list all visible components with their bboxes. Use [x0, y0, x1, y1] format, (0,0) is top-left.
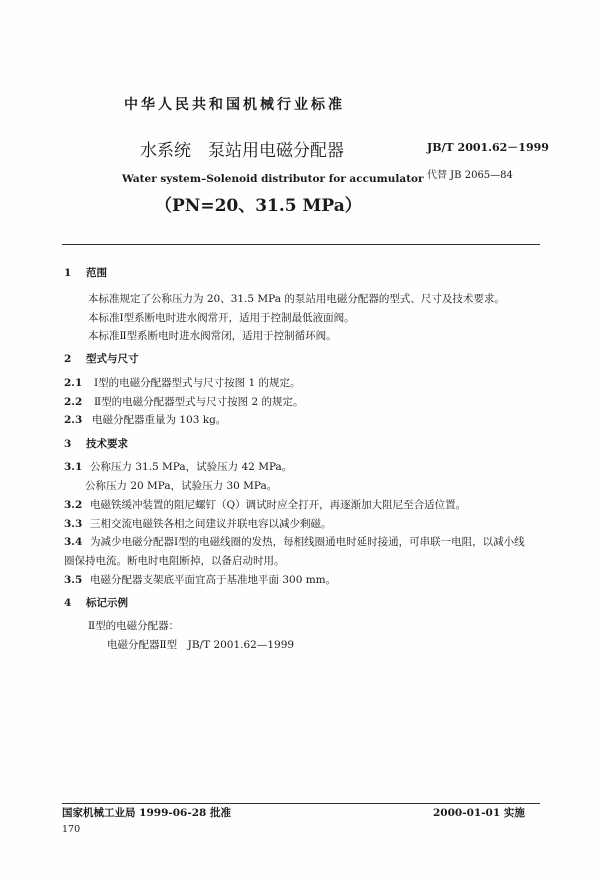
- clause-text: 三相交流电磁铁各相之间建议并联电容以减少剩磁。: [90, 518, 332, 530]
- clause-text: 公称压力 31.5 MPa，试验压力 42 MPa。: [90, 461, 293, 473]
- title-cn: 水系统 泵站用电磁分配器: [140, 141, 344, 161]
- paragraph: 本标准Ⅰ型系断电时进水阀常开，适用于控制最低液面阀。: [88, 312, 355, 324]
- header-rule: [62, 244, 540, 245]
- section-title: 型式与尺寸: [86, 353, 139, 365]
- pressure-rating: （PN=20、31.5 MPa）: [155, 196, 362, 216]
- page-number: 170: [62, 824, 81, 835]
- clause-num: 3.5: [64, 574, 83, 586]
- clause-text: 圈保持电流。断电时电阻断掉，以备启动时用。: [64, 555, 285, 567]
- clause-text: Ⅱ型的电磁分配器型式与尺寸按图 2 的规定。: [94, 396, 304, 408]
- replaces-note: 代替 JB 2065—84: [427, 170, 513, 181]
- section-title: 标记示例: [86, 597, 128, 609]
- effective-date: 2000-01-01 实施: [433, 807, 525, 819]
- title-en: Water system–Solenoid distributor for accumulator: [122, 173, 424, 185]
- paragraph: 本标准规定了公称压力为 20、31.5 MPa 的泵站用电磁分配器的型式、尺寸及技术要求。: [88, 293, 505, 305]
- clause-num: 3.1: [64, 461, 83, 473]
- clause-num: 3.2: [64, 499, 83, 511]
- footer-rule: [62, 803, 540, 804]
- issuing-org: 中华人民共和国机械行业标准: [124, 97, 345, 113]
- clause-num: 2.1: [64, 377, 83, 389]
- section-title: 范围: [86, 267, 107, 279]
- paragraph: Ⅱ型的电磁分配器：: [88, 620, 180, 632]
- clause-num: 3.4: [64, 536, 83, 548]
- clause-text: 为减少电磁分配器Ⅰ型的电磁线圈的发热，每相线圈通电时延时接通，可串联一电阻，以减小线: [90, 536, 525, 548]
- clause-num: 2.2: [64, 396, 83, 408]
- section-num: 3: [64, 438, 72, 450]
- clause-text: Ⅰ型的电磁分配器型式与尺寸按图 1 的规定。: [94, 377, 301, 389]
- paragraph: 电磁分配器Ⅱ型 JB/T 2001.62—1999: [107, 639, 295, 651]
- section-num: 4: [64, 597, 72, 609]
- clause-num: 3.3: [64, 518, 83, 530]
- paragraph: 本标准Ⅱ型系断电时进水阀常闭，适用于控制循环阀。: [88, 330, 337, 342]
- clause-text: 电磁铁缓冲装置的阻尼螺钉（Q）调试时应全打开，再逐渐加大阻尼至合适位置。: [90, 499, 467, 511]
- clause-num: 2.3: [64, 414, 83, 426]
- section-title: 技术要求: [86, 438, 128, 450]
- section-num: 1: [64, 267, 72, 279]
- standard-number: JB/T 2001.62－1999: [427, 141, 549, 154]
- clause-text: 电磁分配器支架底平面宜高于基准地平面 300 mm。: [90, 574, 337, 586]
- section-num: 2: [64, 353, 72, 365]
- clause-text: 电磁分配器重量为 103 kg。: [92, 414, 227, 426]
- clause-text: 公称压力 20 MPa，试验压力 30 MPa。: [85, 480, 278, 492]
- approval-note: 国家机械工业局 1999-06-28 批准: [62, 807, 231, 819]
